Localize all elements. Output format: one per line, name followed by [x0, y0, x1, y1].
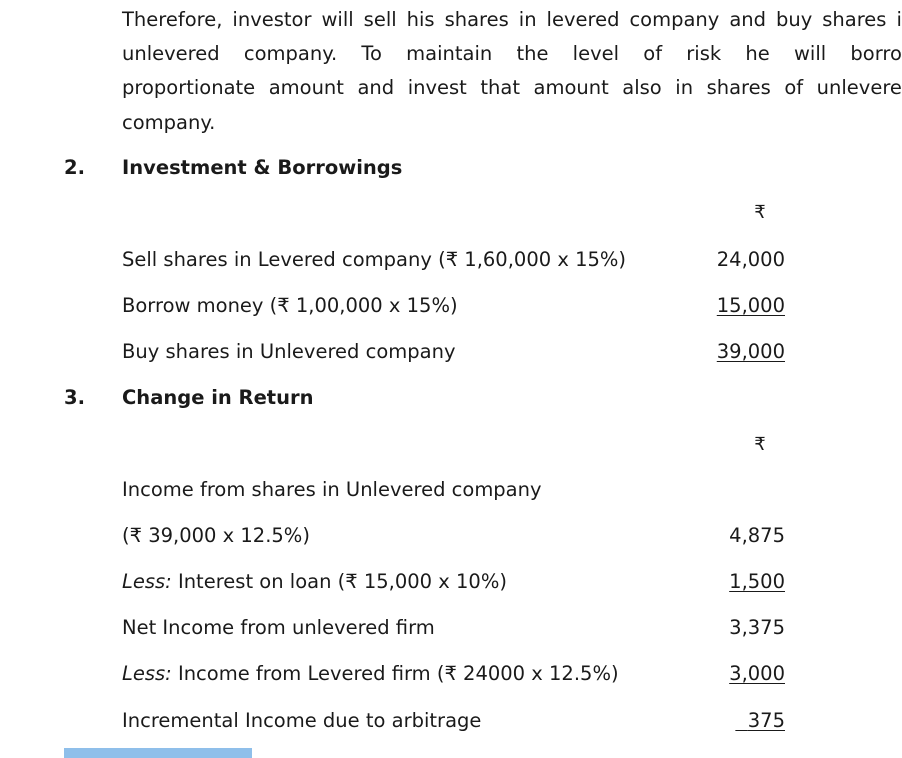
paragraph-word: of [784, 76, 804, 99]
paragraph-word: that [480, 76, 520, 99]
paragraph-word: shares [444, 8, 509, 31]
less-prefix: Less: [122, 662, 172, 685]
paragraph-word: levered [546, 8, 620, 31]
paragraph-word: in [675, 76, 694, 99]
paragraph-word: of [643, 42, 663, 65]
paragraph-word: proportionate [122, 76, 256, 99]
row-label-borrow-money: Borrow money (₹ 1,00,000 x 15%) [122, 294, 458, 317]
paragraph-word: will [793, 42, 827, 65]
less-prefix: Less: [122, 570, 172, 593]
paragraph-line-4: company. [122, 111, 216, 134]
row-label-income-levered [122, 662, 619, 686]
row-label-income-calc: (₹ 39,000 x 12.5%) [122, 524, 310, 547]
paragraph-word: and [357, 76, 395, 99]
paragraph-word: investor [232, 8, 312, 31]
paragraph-word: amount [268, 76, 344, 99]
section-2-number: 2. [64, 156, 85, 179]
paragraph-word: buy [775, 8, 813, 31]
paragraph-word: shares [706, 76, 771, 99]
amount-incremental-income [735, 709, 785, 733]
amount-net-income: 3,375 [729, 616, 785, 639]
paragraph-word: risk [686, 42, 722, 65]
paragraph-word: will [321, 8, 354, 31]
row-label-incremental-income: Incremental Income due to arbitrage [122, 709, 482, 732]
paragraph-word: company [629, 8, 720, 31]
paragraph-word: To [361, 42, 382, 65]
paragraph-word: shares [822, 8, 887, 31]
paragraph-word: i [896, 8, 902, 31]
page-bottom-bar [64, 748, 252, 758]
row-label-interest-loan [122, 570, 507, 594]
section-3-number: 3. [64, 386, 85, 409]
paragraph-word: also [622, 76, 662, 99]
incremental-income-value: 375 [747, 709, 785, 732]
section-3-title: Change in Return [122, 386, 314, 409]
paragraph-word: he [745, 42, 770, 65]
income-levered-text: Income from Levered firm (₹ 24000 x 12.5%) [171, 662, 619, 685]
interest-loan-text: Interest on loan (₹ 15,000 x 10%) [171, 570, 507, 593]
paragraph-word: company. [243, 42, 338, 65]
paragraph-word: unlevere [816, 76, 902, 99]
paragraph-word: in [518, 8, 537, 31]
section-2-title: Investment & Borrowings [122, 156, 403, 179]
paragraph-word: unlevered [122, 42, 220, 65]
paragraph-word: amount [533, 76, 609, 99]
paragraph-word: Therefore, [122, 8, 223, 31]
paragraph-line-1 [122, 8, 902, 32]
amount-interest-loan: 1,500 [729, 570, 785, 593]
row-label-net-income: Net Income from unlevered firm [122, 616, 435, 639]
paragraph-word: his [406, 8, 435, 31]
rupee-symbol-header: ₹ [754, 202, 766, 223]
paragraph-word: the [516, 42, 549, 65]
amount-borrow-money: 15,000 [716, 294, 785, 317]
row-label-buy-unlevered: Buy shares in Unlevered company [122, 340, 456, 363]
amount-income-levered: 3,000 [729, 662, 785, 685]
amount-income-unlevered: 4,875 [729, 524, 785, 547]
row-label-sell-levered: Sell shares in Levered company (₹ 1,60,000 x 15%) [122, 248, 627, 271]
paragraph-word: level [572, 42, 620, 65]
paragraph-word: borro [850, 42, 902, 65]
paragraph-word: invest [407, 76, 467, 99]
amount-buy-unlevered: 39,000 [716, 340, 785, 363]
row-label-income-unlevered: Income from shares in Unlevered company [122, 478, 542, 501]
paragraph-word: maintain [406, 42, 493, 65]
paragraph-word: sell [363, 8, 397, 31]
rupee-symbol-header: ₹ [754, 434, 766, 455]
paragraph-line-3 [122, 76, 902, 100]
paragraph-word: and [729, 8, 766, 31]
amount-sell-levered: 24,000 [716, 248, 785, 271]
paragraph-line-2 [122, 42, 902, 66]
